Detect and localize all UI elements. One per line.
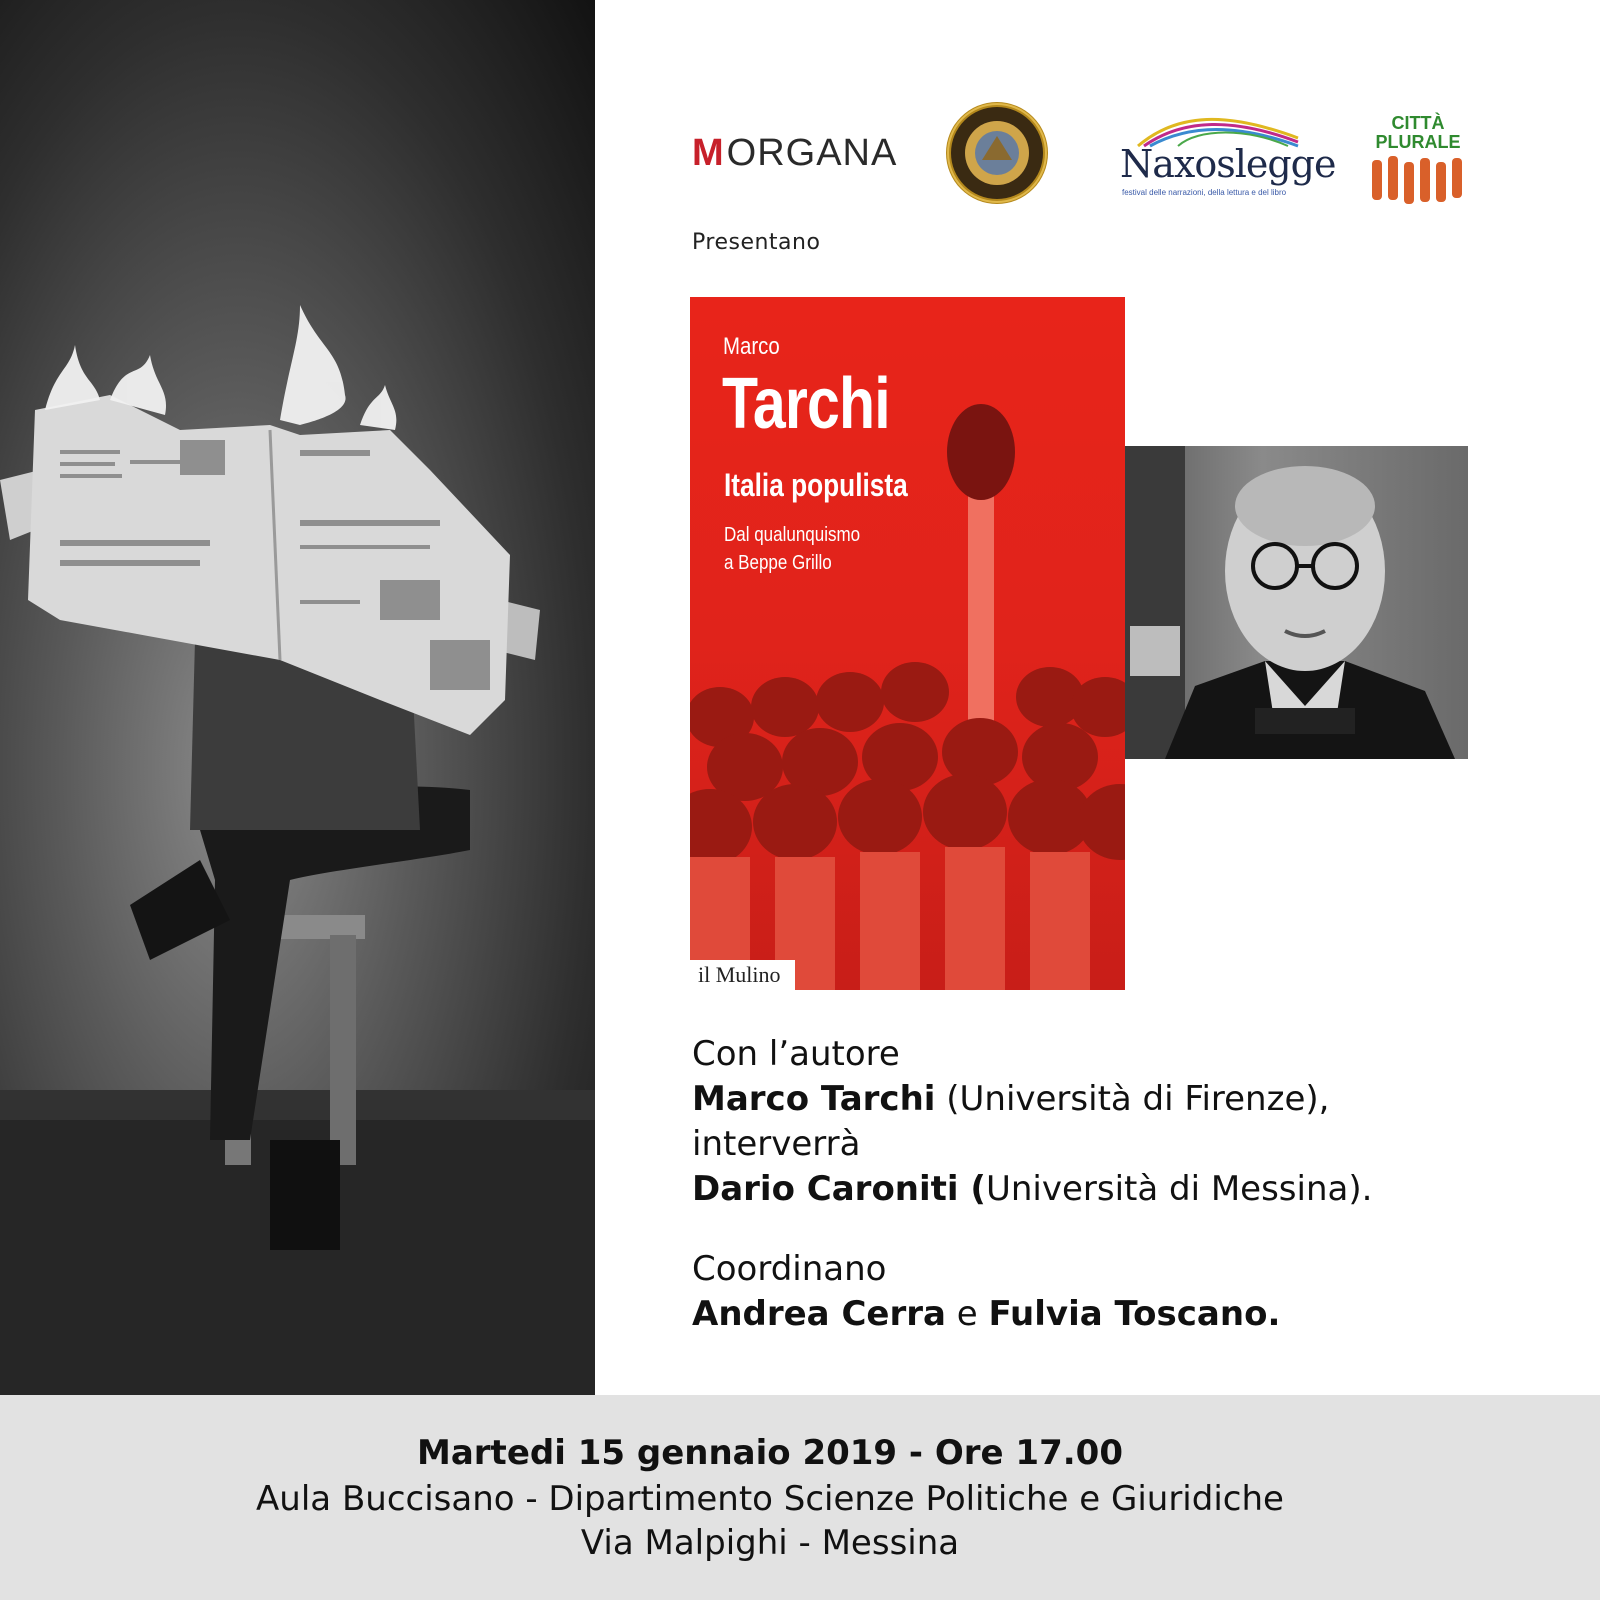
author-affiliation: (Università di Firenze), xyxy=(935,1079,1330,1119)
university-of-messina-seal xyxy=(944,100,1050,206)
book-author-last-name: Tarchi xyxy=(722,364,890,444)
event-address: Via Malpighi - Messina xyxy=(580,1523,960,1563)
event-footer xyxy=(0,1395,1600,1600)
citta-plurale-line1: CITTÀ xyxy=(1391,113,1445,133)
event-details xyxy=(692,1032,1532,1337)
coordinators-line xyxy=(692,1292,1532,1337)
speaker-name: Dario Caroniti xyxy=(692,1169,959,1209)
event-venue: Aula Buccisano - Dipartimento Scienze Politiche e Giuridiche xyxy=(256,1479,1284,1519)
speaker-line xyxy=(692,1167,1532,1212)
book-title: Italia populista xyxy=(724,467,908,503)
book-cover xyxy=(690,297,1125,990)
author-portrait-photo xyxy=(1125,446,1468,759)
coordinator-name-2: Fulvia Toscano. xyxy=(988,1294,1281,1334)
coordinator-name-1: Andrea Cerra xyxy=(692,1294,946,1334)
speaker-affiliation: Università di Messina). xyxy=(985,1169,1373,1209)
book-author-first-name: Marco xyxy=(723,333,780,360)
burning-newspaper-photo xyxy=(0,0,595,1395)
naxoslegge-logo xyxy=(1118,108,1336,198)
morgana-logo xyxy=(692,130,897,176)
morgana-logo-text: ORGANA xyxy=(726,131,898,174)
event-datetime: Martedi 15 gennaio 2019 - Ore 17.00 xyxy=(417,1433,1123,1473)
book-subtitle-line2: a Beppe Grillo xyxy=(724,552,832,574)
citta-plurale-text xyxy=(1368,114,1468,152)
presentano-label: Presentano xyxy=(692,230,821,255)
with-author-label: Con l’autore xyxy=(692,1034,900,1074)
morgana-logo-mark: M xyxy=(692,131,725,174)
book-subtitle-line1: Dal qualunquismo xyxy=(724,524,861,546)
speaker-paren: ( xyxy=(958,1169,986,1209)
interverra-label: interverrà xyxy=(692,1124,861,1164)
coordinators-label: Coordinano xyxy=(692,1249,887,1289)
citta-plurale-logo xyxy=(1362,112,1472,212)
author-line xyxy=(692,1077,1532,1122)
book-publisher: il Mulino xyxy=(690,960,795,990)
citta-plurale-line2: PLURALE xyxy=(1375,132,1461,152)
book-subtitle xyxy=(724,521,928,577)
author-name: Marco Tarchi xyxy=(692,1079,936,1119)
naxoslegge-title: Naxoslegge xyxy=(1120,142,1336,186)
naxoslegge-subtitle: festival delle narrazioni, della lettura e del libro xyxy=(1122,188,1287,197)
coordinator-conjunction: e xyxy=(945,1294,989,1334)
